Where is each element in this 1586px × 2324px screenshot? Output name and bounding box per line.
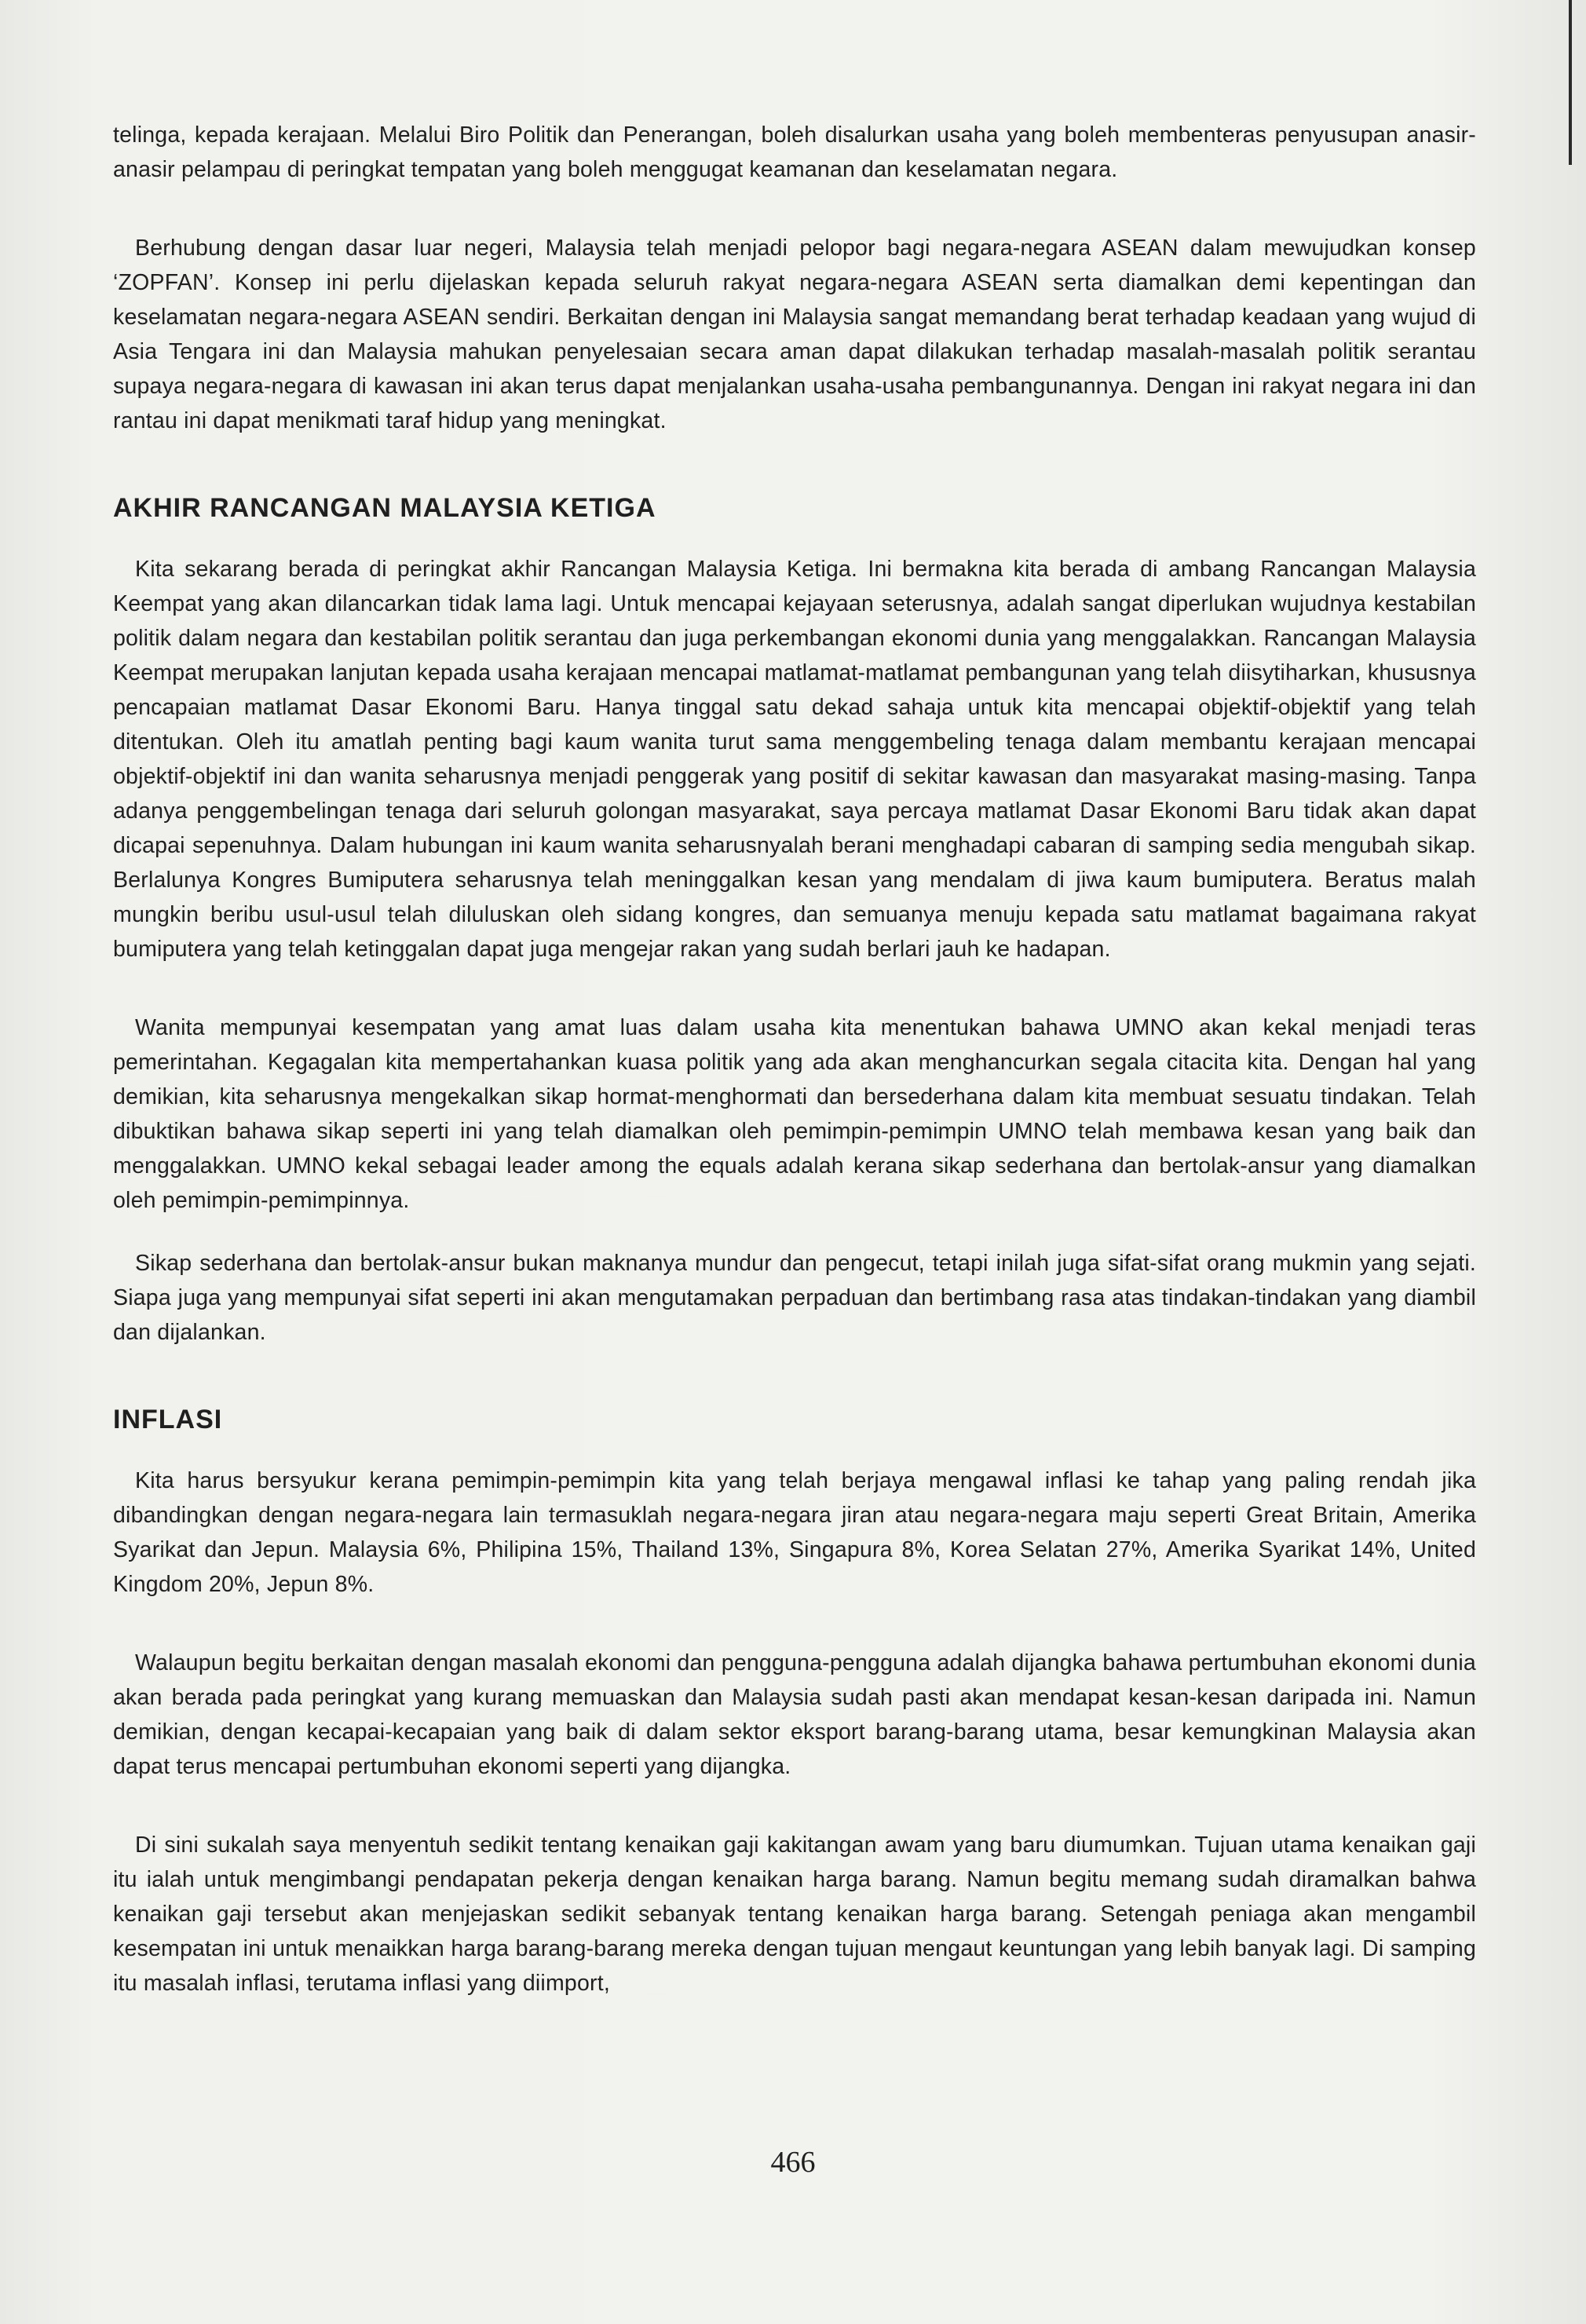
page-edge-line [1569, 0, 1572, 165]
paragraph-s2-2: Walaupun begitu berkaitan dengan masalah ekonomi dan pengguna-pengguna adalah dijangka bahawa pertumbuhan ekonomi dunia akan berada pada peringkat yang kurang memuaskan dan Malaysia sudah pasti akan mendapat kesan-kesan daripada ini. Namun demikian, dengan kecapai-kecapaian yang baik di dalam sektor eksport barang-barang utama, besar kemungkinan Malaysia akan dapat terus mencapai pertumbuhan ekonomi seperti yang dijangka. [113, 1650, 1476, 1779]
paragraph-s1-2: Wanita mempunyai kesempatan yang amat luas dalam usaha kita menentukan bahawa UMNO akan kekal menjadi teras pemerintahan. Kegagalan kita mempertahankan kuasa politik yang ada akan menghancurkan segala citacita kita. Dengan hal yang demikian, kita seharusnya mengekalkan sikap hormat-menghormati dan bersederhana dalam kita membuat sesuatu tindakan. Telah dibuktikan bahawa sikap seperti ini yang telah diamalkan oleh pemimpin-pemimpin UMNO telah membawa kesan yang baik dan menggalakkan. UMNO kekal sebagai leader among the equals adalah kerana sikap sederhana dan bertolak-ansur yang diamalkan oleh pemimpin-pemimpinnya. [113, 1015, 1476, 1213]
section-heading-akhir-rancangan: AKHIR RANCANGAN MALAYSIA KETIGA [113, 493, 656, 523]
section-heading-inflasi: INFLASI [113, 1405, 223, 1434]
document-body [113, 118, 1476, 2001]
paragraph-intro-1: telinga, kepada kerajaan. Melalui Biro Politik dan Penerangan, boleh disalurkan usaha yang boleh membenteras penyusupan anasir-anasir pelampau di peringkat tempatan yang boleh menggugat keamanan dan keselamatan negara. [113, 122, 1476, 182]
paragraph-s1-1: Kita sekarang berada di peringkat akhir Rancangan Malaysia Ketiga. Ini bermakna kita berada di ambang Rancangan Malaysia Keempat yang akan dilancarkan tidak lama lagi. Untuk mencapai kejayaan seterusnya, adalah sangat diperlukan wujudnya kestabilan politik dalam negara dan kestabilan politik serantau dan juga perkembangan ekonomi dunia yang menggalakkan. Rancangan Malaysia Keempat merupakan lanjutan kepada usaha kerajaan mencapai matlamat-matlamat pembangunan yang telah diisytiharkan, khususnya pencapaian matlamat Dasar Ekonomi Baru. Hanya tinggal satu dekad sahaja untuk kita mencapai objektif-objektif yang telah ditentukan. Oleh itu amatlah penting bagi kaum wanita turut sama menggembeling tenaga dalam membantu kerajaan mencapai objektif-objektif ini dan wanita seharusnya menjadi penggerak yang positif di sekitar kawasan dan masyarakat masing-masing. Tanpa adanya penggembelingan tenaga dari seluruh golongan masyarakat, saya percaya matlamat Dasar Ekonomi Baru tidak akan dapat dicapai sepenuhnya. Dalam hubungan ini kaum wanita seharusnyalah berani menghadapi cabaran di samping sedia mengubah sikap. Berlalunya Kongres Bumiputera seharusnya telah meninggalkan kesan yang mendalam di jiwa kaum bumiputera. Beratus malah mungkin beribu usul-usul telah diluluskan oleh sidang kongres, dan semuanya menuju kepada satu matlamat bagaimana rakyat bumiputera yang telah ketinggalan dapat juga mengejar rakan yang sudah berlari jauh ke hadapan. [113, 557, 1476, 962]
paragraph-s2-3: Di sini sukalah saya menyentuh sedikit tentang kenaikan gaji kakitangan awam yang baru diumumkan. Tujuan utama kenaikan gaji itu ialah untuk mengimbangi pendapatan pekerja dengan kenaikan harga barang. Namun begitu memang sudah diramalkan bahwa kenaikan gaji tersebut akan menjejaskan sedikit sebanyak tentang kenaikan harga barang. Setengah peniaga akan mengambil kesempatan ini untuk menaikkan harga barang-barang mereka dengan tujuan mengaut keuntungan yang lebih banyak lagi. Di samping itu masalah inflasi, terutama inflasi yang diimport, [113, 1833, 1476, 1996]
paragraph-intro-2: Berhubung dengan dasar luar negeri, Malaysia telah menjadi pelopor bagi negara-negara ASEAN dalam mewujudkan konsep ‘ZOPFAN’. Konsep ini perlu dijelaskan kepada seluruh rakyat negara-negara ASEAN serta diamalkan demi kepentingan dan keselamatan negara-negara ASEAN sendiri. Berkaitan dengan ini Malaysia sangat memandang berat terhadap keadaan yang wujud di Asia Tengara ini dan Malaysia mahukan penyelesaian secara aman dapat dilakukan terhadap masalah-masalah politik serantau supaya negara-negara di kawasan ini akan terus dapat menjalankan usaha-usaha pembangunannya. Dengan ini rakyat negara ini dan rantau ini dapat menikmati taraf hidup yang meningkat. [113, 236, 1476, 433]
page-number: 466 [770, 2146, 816, 2179]
paragraph-s2-1: Kita harus bersyukur kerana pemimpin-pemimpin kita yang telah berjaya mengawal inflasi ke tahap yang paling rendah jika dibandingkan dengan negara-negara lain termasuklah negara-negara jiran atau negara-negara maju seperti Great Britain, Amerika Syarikat dan Jepun. Malaysia 6%, Philipina 15%, Thailand 13%, Singapura 8%, Korea Selatan 27%, Amerika Syarikat 14%, United Kingdom 20%, Jepun 8%. [113, 1468, 1476, 1597]
paragraph-s1-3: Sikap sederhana dan bertolak-ansur bukan maknanya mundur dan pengecut, tetapi inilah juga sifat-sifat orang mukmin yang sejati. Siapa juga yang mempunyai sifat seperti ini akan mengutamakan perpaduan dan bertimbang rasa atas tindakan-tindakan yang diambil dan dijalankan. [113, 1251, 1476, 1345]
